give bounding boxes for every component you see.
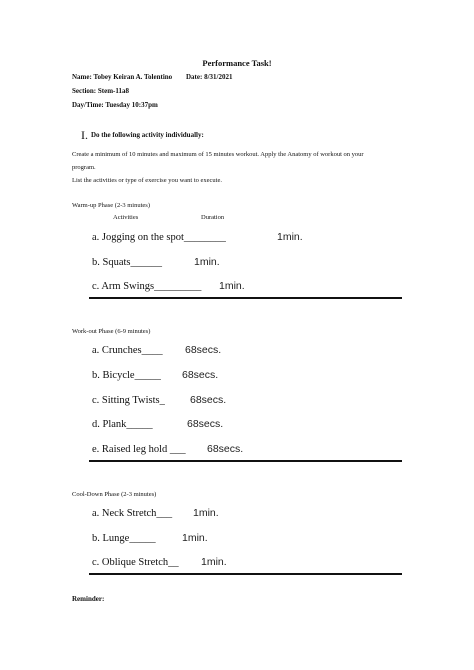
instructions-line-3: List the activities or type of exercise you want to execute. [72,177,222,184]
section-numeral: I. [81,128,88,142]
reminder-label: Reminder: [72,595,105,603]
page-title: Performance Task! [202,58,272,68]
workout-activity-b: b. Bicycle_____ [92,370,161,381]
warmup-activity-b: b. Squats______ [92,257,163,268]
cooldown-duration-b: 1min. [182,532,208,544]
workout-duration-b: 68secs. [182,369,219,381]
cooldown-phase-label: Cool-Down Phase (2-3 minutes) [72,491,157,498]
cooldown-activity-c: c. Oblique Stretch__ [92,557,179,568]
workout-duration-e: 68secs. [207,443,244,455]
workout-activity-c: c. Sitting Twists_ [92,395,165,406]
warmup-activity-a: a. Jogging on the spot________ [92,232,226,243]
workout-divider [89,460,402,462]
workout-phase-label: Work-out Phase (6-9 minutes) [72,328,151,335]
column-header-duration: Duration [201,214,225,221]
instructions-heading: Do the following activity individually: [91,131,204,139]
warmup-duration-c: 1min. [219,280,245,292]
warmup-duration-b: 1min. [194,256,220,268]
workout-duration-a: 68secs. [185,344,222,356]
workout-activity-e: e. Raised leg hold ___ [92,444,186,455]
instructions-line-2: program. [72,164,96,171]
cooldown-duration-a: 1min. [193,507,219,519]
workout-activity-d: d. Plank_____ [92,419,153,430]
cooldown-divider [89,573,402,575]
cooldown-activity-b: b. Lunge_____ [92,533,156,544]
date-field: Date: 8/31/2021 [186,73,233,81]
cooldown-duration-c: 1min. [201,556,227,568]
workout-duration-c: 68secs. [190,394,227,406]
column-header-activities: Activities [113,214,139,221]
warmup-duration-a: 1min. [277,231,303,243]
cooldown-activity-a: a. Neck Stretch___ [92,508,173,519]
daytime-field: Day/Time: Tuesday 10:37pm [72,101,158,109]
instructions-line-1: Create a minimum of 10 minutes and maximum of 15 minutes workout. Apply the Anatomy of workout on your [72,151,364,158]
student-name: Name: Tobey Keiran A. Tolentino [72,73,173,81]
workout-activity-a: a. Crunches____ [92,345,163,356]
warmup-activity-c: c. Arm Swings_________ [92,281,202,292]
warmup-divider [89,297,402,299]
section-field: Section: Stem-11a8 [72,87,129,95]
warmup-phase-label: Warm-up Phase (2-3 minutes) [72,202,150,209]
workout-duration-d: 68secs. [187,418,224,430]
